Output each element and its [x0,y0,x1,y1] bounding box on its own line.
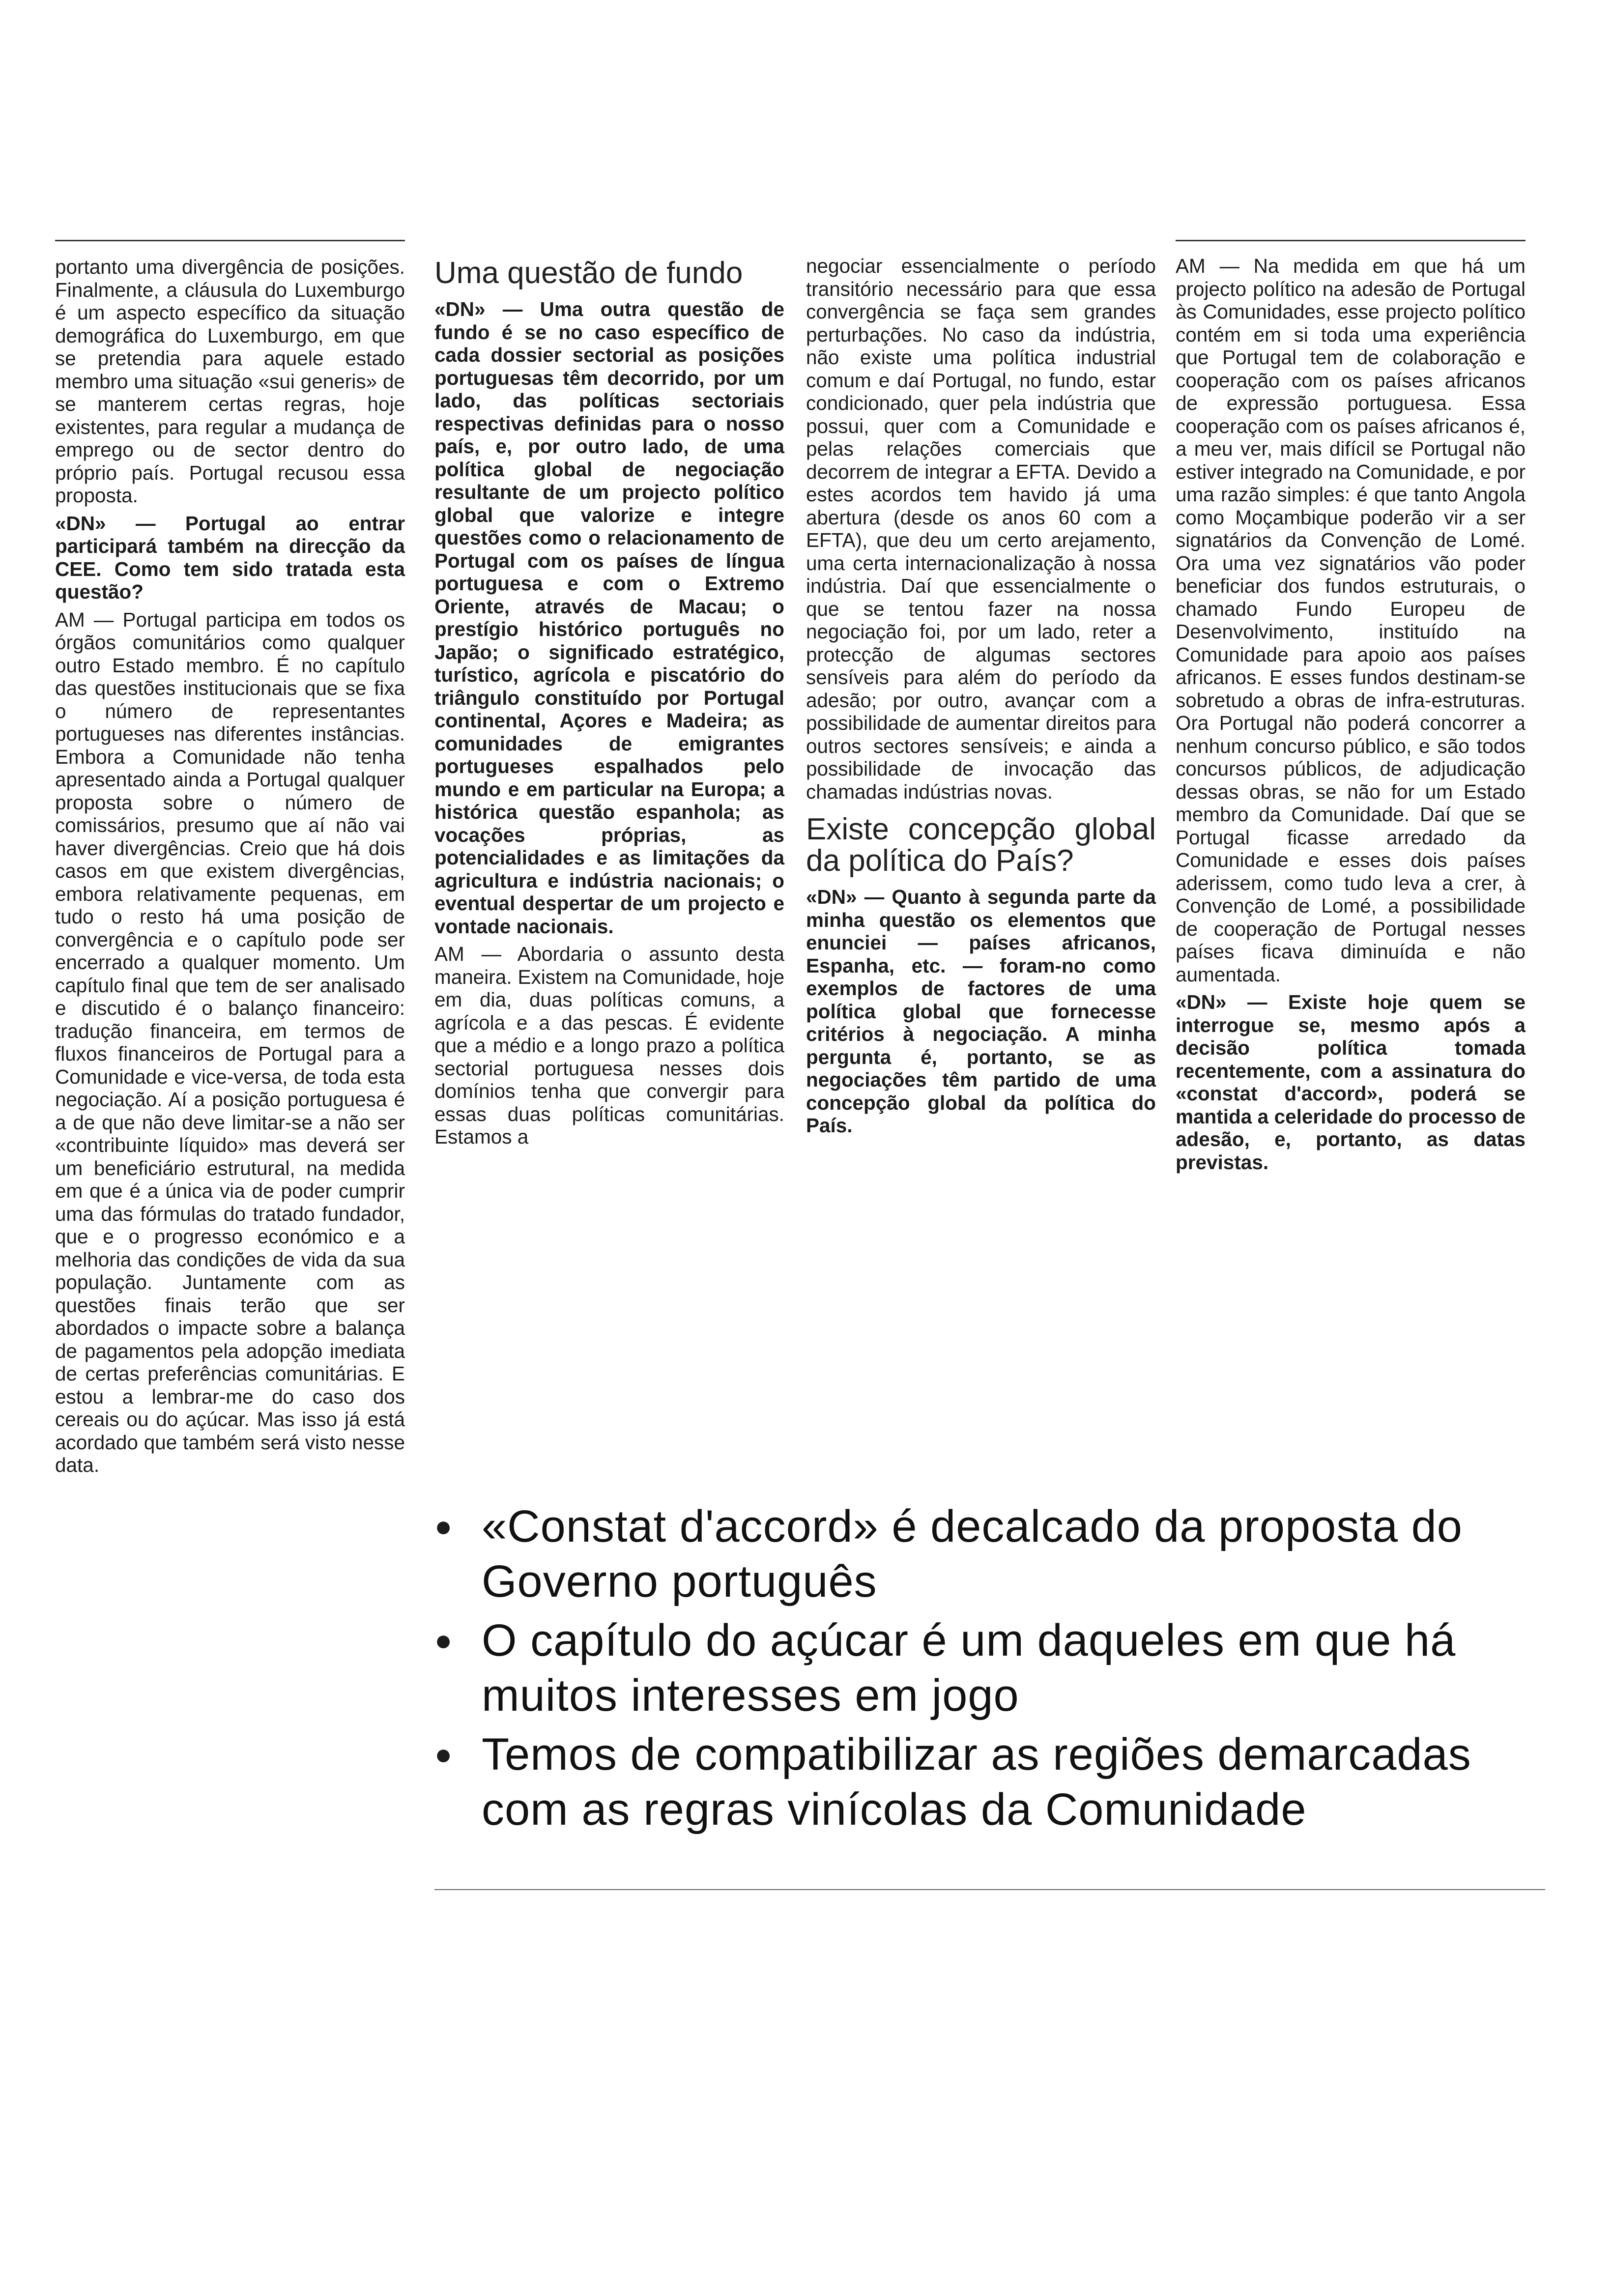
column-2 [434,255,784,1148]
interview-question: «DN» — Existe hoje quem se interrogue se, mesmo após a decisão política tomada recentemente, com a assinatura do «constat d'accord», poderá se mantida a celeridade do processo de adesão, e, portanto, as datas previstas. [1176,991,1526,1174]
highlight-item [434,1727,1545,1837]
interview-answer: AM — Na medida em que há um projecto político na adesão de Portugal às Comunidades, esse projecto político contém em si toda uma experiência que Portugal tem de colaboração e cooperação com os países africanos de expressão portuguesa. Essa cooperação com os países africanos é, a meu ver, mais difícil se Portugal não estiver integrado na Comunidade, e por uma razão simples: é que tanto Angola como Moçambique poderão vir a ser signatários da Convenção de Lomé. Ora uma vez signatários vão poder beneficiar dos fundos estruturais, o chamado Fundo Europeu de Desenvolvimento, instituído na Comunidade para apoio aos países africanos. E esses fundos destinam-se sobretudo a obras de infra-estruturas. Ora Portugal não poderá concorrer a nenhum concurso público, e são todos concursos públicos, de adjudicação dessas obras, se não for um Estado membro da Comunidade. Daí que se Portugal ficasse arredado da Comunidade e esses dois países aderissem, como tudo leva a crer, à Convenção de Lomé, a possibilidade de cooperação de Portugal nesses países ficava diminuída e não aumentada. [1176,255,1526,986]
highlights-box [434,1499,1545,1841]
interview-answer: AM — Abordaria o assunto desta maneira. Existem na Comunidade, hoje em dia, duas políticas comuns, a agrícola e a das pescas. É evidente que a médio e a longo prazo a política sectorial portuguesa nesses dois domínios tenha que convergir para essas duas políticas comunitárias. Estamos a [434,943,784,1148]
column-3 [806,255,1156,1137]
subheading: Existe concepção global da política do País? [806,812,1156,878]
highlight-text: «Constat d'accord» é decalcado da proposta do Governo português [482,1501,1463,1607]
interview-question: «DN» — Portugal ao entrar participará também na direcção da CEE. Como tem sido tratada esta questão? [55,512,405,603]
paragraph: negociar essencialmente o período transitório necessário para que essa convergência se faça sem grandes perturbações. No caso da indústria, não existe uma política industrial comum e daí Portugal, no fundo, estar condicionado, quer pela indústria que possui, quer com a Comunidade e pelas relações comerciais que decorrem de integrar a EFTA. Devido a estes acordos tem havido já uma abertura (desde os anos 60 com a EFTA), que deu um certo arejamento, uma certa internacionalização à nossa indústria. Daí que essencialmente o que se tentou fazer na nossa negociação foi, por um lado, reter a protecção de algumas sectores sensíveis para além do período da adesão; por outro, avançar com a possibilidade de aumentar direitos para outros sectores sensíveis; e ainda a possibilidade de invocação das chamadas indústrias novas. [806,255,1156,803]
top-rule-right [1176,240,1526,241]
highlight-text: O capítulo do açúcar é um daqueles em que há muitos interesses em jogo [482,1615,1456,1721]
column-4 [1176,255,1526,1174]
bullet-icon: ● [434,1510,453,1543]
highlight-text: Temos de compatibilizar as regiões demarcadas com as regras vinícolas da Comunidade [482,1729,1471,1835]
bottom-rule [434,1889,1545,1890]
interview-question: «DN» — Uma outra questão de fundo é se no caso específico de cada dossier sectorial as posições portuguesas têm decorrido, por um lado, das políticas sectoriais respectivas definidas para o nosso país, e, por outro lado, de uma política global de negociação resultante de um projecto político global que valorize e integre questões como o relacionamento de Portugal com os países de língua portuguesa e com o Extremo Oriente, através de Macau; o prestígio histórico português no Japão; o significado estratégico, turístico, agrícola e piscatório do triângulo constituído por Portugal continental, Açores e Madeira; as comunidades de emigrantes portugueses espalhados pelo mundo e em particular na Europa; a histórica questão espanhola; as vocações próprias, as potencialidades e as limitações da agricultura e indústria nacionais; o eventual despertar de um projecto e vontade nacionais. [434,298,784,938]
paragraph: portanto uma divergência de posições. Finalmente, a cláusula do Luxemburgo é um aspecto específico da situação demográfica do Luxemburgo, em que se pretendia para aquele estado membro uma situação «sui generis» de se manterem certas regras, hoje existentes, para regular a mudança de emprego ou de sector dentro do próprio país. Portugal recusou essa proposta. [55,256,405,507]
bullet-icon: ● [434,1624,453,1657]
interview-question: «DN» — Quanto à segunda parte da minha questão os elementos que enunciei — países africanos, Espanha, etc. — foram-no como exemplos de factores de uma política global que fornecesse critérios à negociação. A minha pergunta é, portanto, se as negociações têm partido de uma concepção global da política do País. [806,886,1156,1137]
top-rule-left [55,240,405,241]
highlight-item [434,1613,1545,1723]
column-1 [55,256,405,1477]
subheading: Uma questão de fundo [434,256,743,290]
highlight-item [434,1499,1545,1609]
bullet-icon: ● [434,1738,453,1771]
interview-answer: AM — Portugal participa em todos os órgãos comunitários como qualquer outro Estado membro. É no capítulo das questões institucionais que se fixa o número de representantes portugueses nas diferentes instâncias. Embora a Comunidade não tenha apresentado ainda a Portugal qualquer proposta sobre o número de comissários, presumo que aí não vai haver divergências. Creio que há dois casos em que existem divergências, embora relativamente pequenas, em tudo o resto há uma posição de convergência e o capítulo pode ser encerrado a qualquer momento. Um capítulo final que tem de ser analisado e discutido é o balanço financeiro: tradução financeira, em termos de fluxos financeiros de Portugal para a Comunidade e vice-versa, de toda esta negociação. Aí a posição portuguesa é a de que não deve limitar-se a não ser «contribuinte líquido» mas deverá ser um beneficiário estrutural, na medida em que é a única via de poder cumprir uma das fórmulas do tratado fundador, que e o progresso económico e a melhoria das condições de vida da sua população. Juntamente com as questões finais terão que ser abordados o impacte sobre a balança de pagamentos pela adopção imediata de certas preferências comunitárias. E estou a lembrar-me do caso dos cereais ou do açúcar. Mas isso já está acordado que também será visto nesse data. [55,608,405,1476]
